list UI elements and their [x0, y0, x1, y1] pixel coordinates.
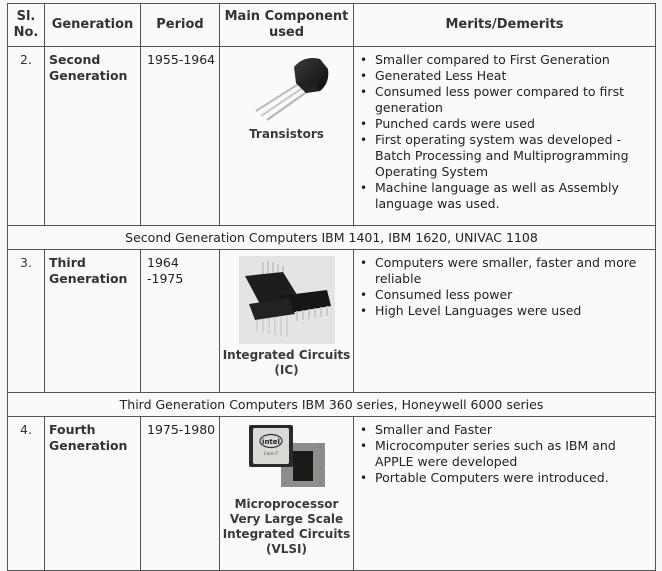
header-row [8, 4, 656, 47]
header-main-component [220, 4, 354, 47]
merit-item: • Smaller compared to First Generation [358, 52, 651, 68]
header-generation: Generation [45, 4, 141, 47]
header-merits: Merits/Demerits [354, 4, 656, 47]
merits-cell [354, 47, 656, 226]
table-row-fourth-generation [8, 417, 656, 571]
merits-list [358, 255, 651, 319]
merit-item: • Punched cards were used [358, 116, 651, 132]
generation-line1: Fourth [49, 422, 96, 437]
generation-line1: Second [49, 52, 101, 67]
main-component [220, 47, 354, 226]
microprocessor-image [247, 423, 327, 489]
main-component [220, 250, 354, 393]
examples-text: Second Generation Computers IBM 1401, IBM 1620, UNIVAC 1108 [8, 226, 656, 250]
header-component-line2: used [268, 25, 305, 40]
generation-name [45, 250, 141, 393]
main-component [220, 417, 354, 571]
merit-item: • First operating system was developed - Batch Processing and Multiprogramming Operating System [358, 132, 651, 180]
generation-line2: Generation [49, 438, 128, 453]
computer-generations-table [7, 3, 656, 571]
merit-item: • High Level Languages were used [358, 303, 651, 319]
component-label-line2: (IC) [274, 363, 299, 377]
integrated-circuit-image [239, 256, 335, 344]
component-label-line1: Integrated Circuits [222, 348, 351, 362]
table-row-third-generation [8, 250, 656, 393]
merit-item: • Microcomputer series such as IBM and APPLE were developed [358, 438, 651, 470]
merits-cell [354, 417, 656, 571]
generation-name [45, 47, 141, 226]
merit-item: • Smaller and Faster [358, 422, 651, 438]
generation-line1: Third [49, 255, 86, 270]
generation-line2: Generation [49, 68, 128, 83]
sl-number: 3. [8, 250, 45, 393]
header-period: Period [141, 4, 220, 47]
period: 1975-1980 [141, 417, 220, 571]
generation-line2: Generation [49, 271, 128, 286]
component-label-line4: (VLSI) [265, 542, 307, 556]
examples-text: Third Generation Computers IBM 360 series, Honeywell 6000 series [8, 393, 656, 417]
header-component-line1: Main Component [224, 9, 349, 24]
component-label-line1: Microprocessor [234, 497, 339, 511]
period: 1964 -1975 [141, 250, 220, 393]
merits-cell [354, 250, 656, 393]
header-sl-line2: No. [13, 25, 39, 40]
generation-name [45, 417, 141, 571]
merit-item: • Machine language as well as Assembly language was used. [358, 180, 651, 212]
svg-text:intel: intel [261, 438, 280, 446]
header-sl-no [8, 4, 45, 47]
merit-item: • Consumed less power [358, 287, 651, 303]
component-label-line3: Integrated Circuits [222, 527, 351, 541]
component-label: Transistors [249, 127, 324, 141]
merit-item: • Portable Computers were introduced. [358, 470, 651, 486]
table-row-second-generation [8, 47, 656, 226]
period: 1955-1964 [141, 47, 220, 226]
merit-item: • Consumed less power compared to first generation [358, 84, 651, 116]
merit-item: • Generated Less Heat [358, 68, 651, 84]
examples-row-second-generation [8, 226, 656, 250]
transistor-image [242, 53, 332, 123]
svg-text:Core i7: Core i7 [263, 451, 278, 456]
sl-number: 4. [8, 417, 45, 571]
sl-number: 2. [8, 47, 45, 226]
merits-list [358, 52, 651, 212]
merits-list [358, 422, 651, 486]
component-label-line2: Very Large Scale [229, 512, 344, 526]
header-sl-line1: Sl. [16, 9, 36, 24]
examples-row-third-generation [8, 393, 656, 417]
merit-item: • Computers were smaller, faster and more reliable [358, 255, 651, 287]
